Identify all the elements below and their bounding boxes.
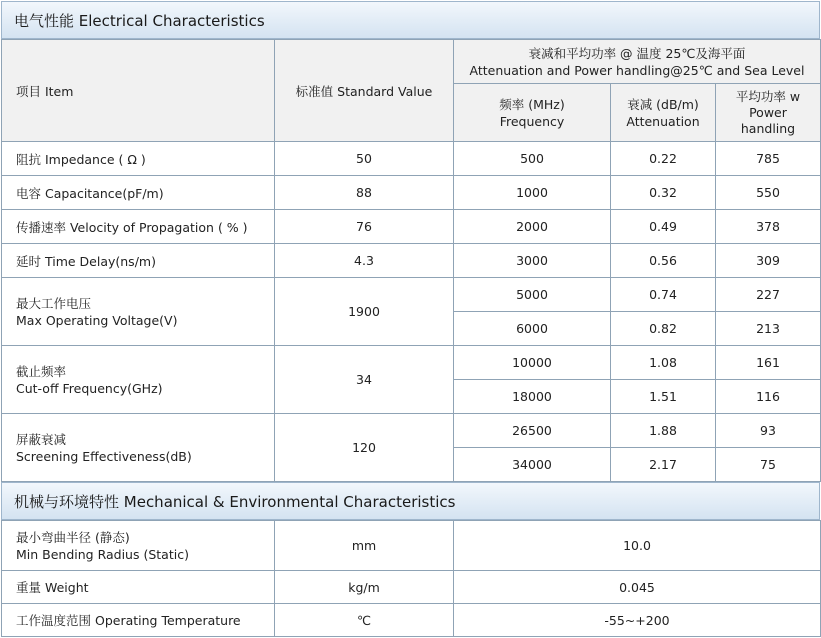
atten-cell: 0.49 (611, 210, 716, 244)
power-cell: 378 (716, 210, 821, 244)
freq-cell: 500 (454, 142, 611, 176)
mech-unit: ℃ (275, 604, 454, 637)
mechanical-section-title: 机械与环境特性 Mechanical & Environmental Characteristics (1, 482, 820, 520)
item-label (2, 414, 275, 482)
freq-cell: 18000 (454, 380, 611, 414)
power-cell: 309 (716, 244, 821, 278)
header-attenuation-group-zh: 衰减和平均功率 @ 温度 25℃及海平面 (528, 45, 746, 61)
header-item: 项目 Item (2, 40, 275, 142)
item-value: 120 (275, 414, 454, 482)
mech-value: 10.0 (454, 521, 821, 571)
atten-cell: 0.82 (611, 312, 716, 346)
table-row (2, 346, 821, 380)
power-cell: 785 (716, 142, 821, 176)
item-value: 1900 (275, 278, 454, 346)
header-power-en-2: handling (740, 120, 796, 136)
atten-cell: 0.32 (611, 176, 716, 210)
table-row (2, 244, 821, 278)
mech-value: 0.045 (454, 571, 821, 604)
item-label-en: Cut-off Frequency(GHz) (16, 380, 163, 396)
table-row (2, 142, 821, 176)
mech-label: 工作温度范围 Operating Temperature (2, 604, 275, 637)
freq-cell: 5000 (454, 278, 611, 312)
item-value: 34 (275, 346, 454, 414)
electrical-section-title: 电气性能 Electrical Characteristics (1, 1, 820, 39)
freq-cell: 1000 (454, 176, 611, 210)
freq-cell: 3000 (454, 244, 611, 278)
mechanical-table (1, 520, 821, 637)
item-label: 电容 Capacitance(pF/m) (2, 176, 275, 210)
atten-cell: 2.17 (611, 448, 716, 482)
power-cell: 161 (716, 346, 821, 380)
header-standard-value: 标准值 Standard Value (275, 40, 454, 142)
item-value: 88 (275, 176, 454, 210)
mech-unit: kg/m (275, 571, 454, 604)
mech-value: -55~+200 (454, 604, 821, 637)
power-cell: 227 (716, 278, 821, 312)
table-row (2, 278, 821, 312)
power-cell: 93 (716, 414, 821, 448)
table-row (2, 210, 821, 244)
item-label-zh: 最大工作电压 (16, 295, 92, 311)
item-value: 50 (275, 142, 454, 176)
item-label: 延时 Time Delay(ns/m) (2, 244, 275, 278)
item-label-zh: 屏蔽衰减 (16, 431, 67, 447)
electrical-table (1, 39, 821, 482)
atten-cell: 0.56 (611, 244, 716, 278)
header-attenuation-group-en: Attenuation and Power handling@25℃ and Sea Level (469, 62, 805, 78)
freq-cell: 2000 (454, 210, 611, 244)
header-power-zh: 平均功率 w (735, 88, 801, 104)
table-row (2, 571, 821, 604)
header-power-en-1: Power (749, 104, 787, 120)
freq-cell: 26500 (454, 414, 611, 448)
atten-cell: 1.08 (611, 346, 716, 380)
header-frequency (454, 84, 611, 142)
table-row (2, 414, 821, 448)
header-power (716, 84, 821, 142)
power-cell: 116 (716, 380, 821, 414)
freq-cell: 6000 (454, 312, 611, 346)
power-cell: 213 (716, 312, 821, 346)
item-value: 4.3 (275, 244, 454, 278)
item-label-en: Screening Effectiveness(dB) (16, 448, 192, 464)
power-cell: 75 (716, 448, 821, 482)
atten-cell: 0.22 (611, 142, 716, 176)
table-row (2, 521, 821, 571)
item-label-zh: 截止频率 (16, 363, 67, 379)
mech-label (2, 521, 275, 571)
mech-label-zh: 最小弯曲半径 (静态) (16, 529, 130, 545)
item-label (2, 278, 275, 346)
header-row (2, 40, 821, 84)
mech-label: 重量 Weight (2, 571, 275, 604)
freq-cell: 34000 (454, 448, 611, 482)
freq-cell: 10000 (454, 346, 611, 380)
table-row (2, 176, 821, 210)
mech-label-en: Min Bending Radius (Static) (16, 546, 189, 562)
header-frequency-zh: 频率 (MHz) (499, 96, 565, 112)
item-label: 阻抗 Impedance ( Ω ) (2, 142, 275, 176)
spec-sheet (1, 1, 820, 636)
header-frequency-en: Frequency (499, 113, 565, 129)
atten-cell: 1.51 (611, 380, 716, 414)
atten-cell: 0.74 (611, 278, 716, 312)
header-attenuation-group (454, 40, 821, 84)
item-value: 76 (275, 210, 454, 244)
table-row (2, 604, 821, 637)
item-label-en: Max Operating Voltage(V) (16, 312, 178, 328)
header-attenuation-zh: 衰减 (dB/m) (627, 96, 699, 112)
header-attenuation-en: Attenuation (626, 113, 700, 129)
item-label: 传播速率 Velocity of Propagation ( % ) (2, 210, 275, 244)
power-cell: 550 (716, 176, 821, 210)
item-label (2, 346, 275, 414)
mech-unit: mm (275, 521, 454, 571)
atten-cell: 1.88 (611, 414, 716, 448)
header-attenuation (611, 84, 716, 142)
